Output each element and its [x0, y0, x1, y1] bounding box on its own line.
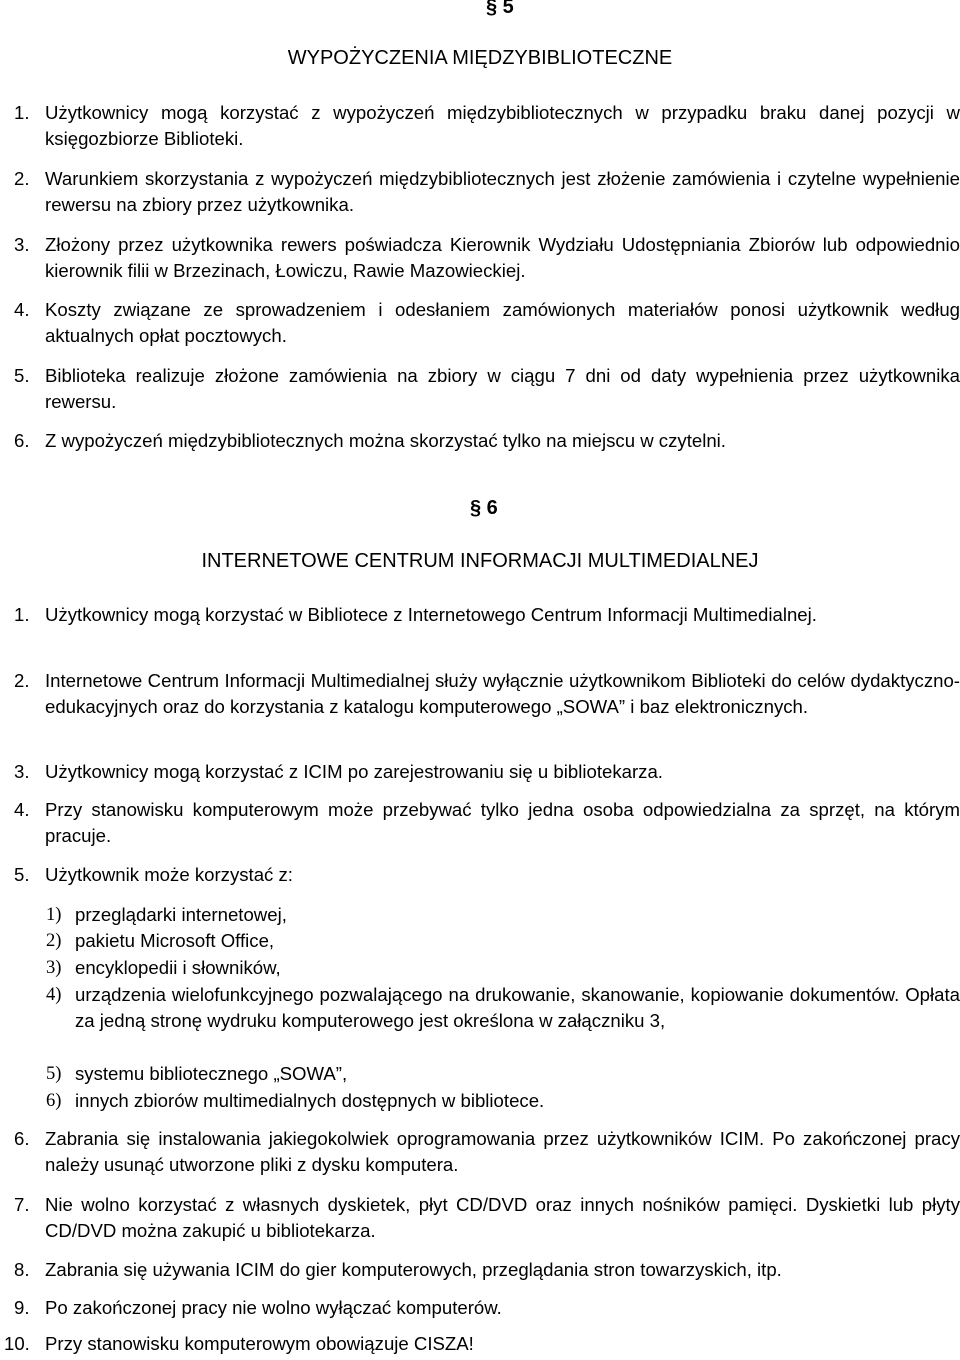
item-text: Koszty związane ze sprowadzeniem i odesłaniem zamówionych materiałów ponosi użytkownik według aktualnych opłat pocztowych.	[45, 299, 960, 346]
item-number: 4.	[14, 799, 30, 820]
section-6-title: INTERNETOWE CENTRUM INFORMACJI MULTIMEDIALNEJ	[201, 550, 759, 572]
item-number: 9.	[14, 1297, 30, 1318]
item-text: Warunkiem skorzystania z wypożyczeń międzybibliotecznych jest złożenie zamówienia i czytelne wypełnienie rewersu na zbiory przez użytkownika.	[45, 168, 960, 215]
subitem-text: przeglądarki internetowej,	[75, 904, 287, 925]
s5-item-6	[14, 428, 960, 454]
subitem-text: urządzenia wielofunkcyjnego pozwalającego na drukowanie, skanowanie, kopiowanie dokumentów. Opłata za jedną stronę wydruku komputerowego jest określona w załączniku 3,	[75, 984, 960, 1031]
item-text: Zabrania się używania ICIM do gier komputerowych, przeglądania stron towarzyskich, itp.	[45, 1259, 782, 1280]
item-number: 2.	[14, 168, 30, 189]
item-number: 6.	[14, 1128, 30, 1149]
item-number: 3.	[14, 761, 30, 782]
s6-item-2	[14, 668, 960, 720]
item-text: Z wypożyczeń międzybibliotecznych można skorzystać tylko na miejscu w czytelni.	[45, 430, 726, 451]
section-5-mark: § 5	[486, 0, 514, 18]
s6-item-6	[14, 1126, 960, 1178]
s6-item-3	[14, 759, 960, 785]
item-text: Złożony przez użytkownika rewers poświadcza Kierownik Wydziału Udostępniania Zbiorów lub odpowiednio kierownik filii w Brzezinach, Łowiczu, Rawie Mazowieckiej.	[45, 234, 960, 281]
s5-item-5	[14, 363, 960, 415]
item-text: Biblioteka realizuje złożone zamówienia na zbiory w ciągu 7 dni od daty wypełnienia przez użytkownika rewersu.	[45, 365, 960, 412]
s6-item-9	[14, 1295, 960, 1321]
item-number: 2.	[14, 670, 30, 691]
s6-item-4	[14, 797, 960, 849]
item-number: 7.	[14, 1194, 30, 1215]
s5-item-2	[14, 166, 960, 218]
subitem-text: encyklopedii i słowników,	[75, 957, 281, 978]
s6-item-7	[14, 1192, 960, 1244]
section-5-title: WYPOŻYCZENIA MIĘDZYBIBLIOTECZNE	[287, 47, 673, 69]
subitem-number: 2)	[46, 930, 62, 951]
subitem-number: 3)	[46, 957, 62, 978]
item-number: 5.	[14, 864, 30, 885]
s6-item-1	[14, 602, 960, 628]
s6-item-5	[14, 862, 960, 888]
item-text: Użytkownicy mogą korzystać w Bibliotece z Internetowego Centrum Informacji Multimedialnej.	[45, 604, 817, 625]
item-text: Nie wolno korzystać z własnych dyskietek, płyt CD/DVD oraz innych nośników pamięci. Dyskietki lub płyty CD/DVD można zakupić u bibliotekarza.	[45, 1194, 960, 1241]
item-number: 10.	[4, 1333, 30, 1354]
item-text: Internetowe Centrum Informacji Multimedialnej służy wyłącznie użytkownikom Biblioteki do celów dydaktyczno-edukacyjnych oraz do korzystania z katalogu komputerowego „SOWA” i baz elektronicznych.	[45, 670, 960, 717]
subitem-text: systemu bibliotecznego „SOWA”,	[75, 1063, 348, 1084]
item-text: Użytkownicy mogą korzystać z wypożyczeń międzybibliotecznych w przypadku braku danej pozycji w księgozbiorze Biblioteki.	[45, 102, 960, 149]
item-number: 4.	[14, 299, 30, 320]
item-text: Użytkownicy mogą korzystać z ICIM po zarejestrowaniu się u bibliotekarza.	[45, 761, 663, 782]
item-number: 1.	[14, 102, 30, 123]
item-number: 5.	[14, 365, 30, 386]
s6-subitem-4	[46, 982, 960, 1034]
s6-subitem-2	[46, 928, 960, 954]
item-number: 3.	[14, 234, 30, 255]
subitem-number: 5)	[46, 1063, 62, 1084]
subitem-number: 1)	[46, 904, 62, 925]
item-text: Zabrania się instalowania jakiegokolwiek oprogramowania przez użytkowników ICIM. Po zakończonej pracy należy usunąć utworzone pliki z dysku komputera.	[45, 1128, 960, 1175]
s6-subitem-1	[46, 902, 960, 928]
item-number: 8.	[14, 1259, 30, 1280]
s5-item-1	[14, 100, 960, 152]
item-text: Po zakończonej pracy nie wolno wyłączać komputerów.	[45, 1297, 502, 1318]
section-6-mark: § 6	[470, 497, 498, 519]
s6-subitem-3	[46, 955, 960, 981]
s6-item-10	[4, 1331, 950, 1357]
item-number: 6.	[14, 430, 30, 451]
subitem-text: pakietu Microsoft Office,	[75, 930, 275, 951]
item-text: Przy stanowisku komputerowym obowiązuje CISZA!	[45, 1333, 474, 1354]
subitem-number: 4)	[46, 984, 62, 1005]
s6-item-8	[14, 1257, 960, 1283]
s6-subitem-6	[46, 1088, 960, 1114]
s6-subitem-5	[46, 1061, 960, 1087]
s5-item-3	[14, 232, 960, 284]
subitem-number: 6)	[46, 1090, 62, 1111]
subitem-text: innych zbiorów multimedialnych dostępnych w bibliotece.	[75, 1090, 545, 1111]
s5-item-4	[14, 297, 960, 349]
item-number: 1.	[14, 604, 30, 625]
item-text: Przy stanowisku komputerowym może przebywać tylko jedna osoba odpowiedzialna za sprzęt, na którym pracuje.	[45, 799, 960, 846]
item-text: Użytkownik może korzystać z:	[45, 864, 293, 885]
